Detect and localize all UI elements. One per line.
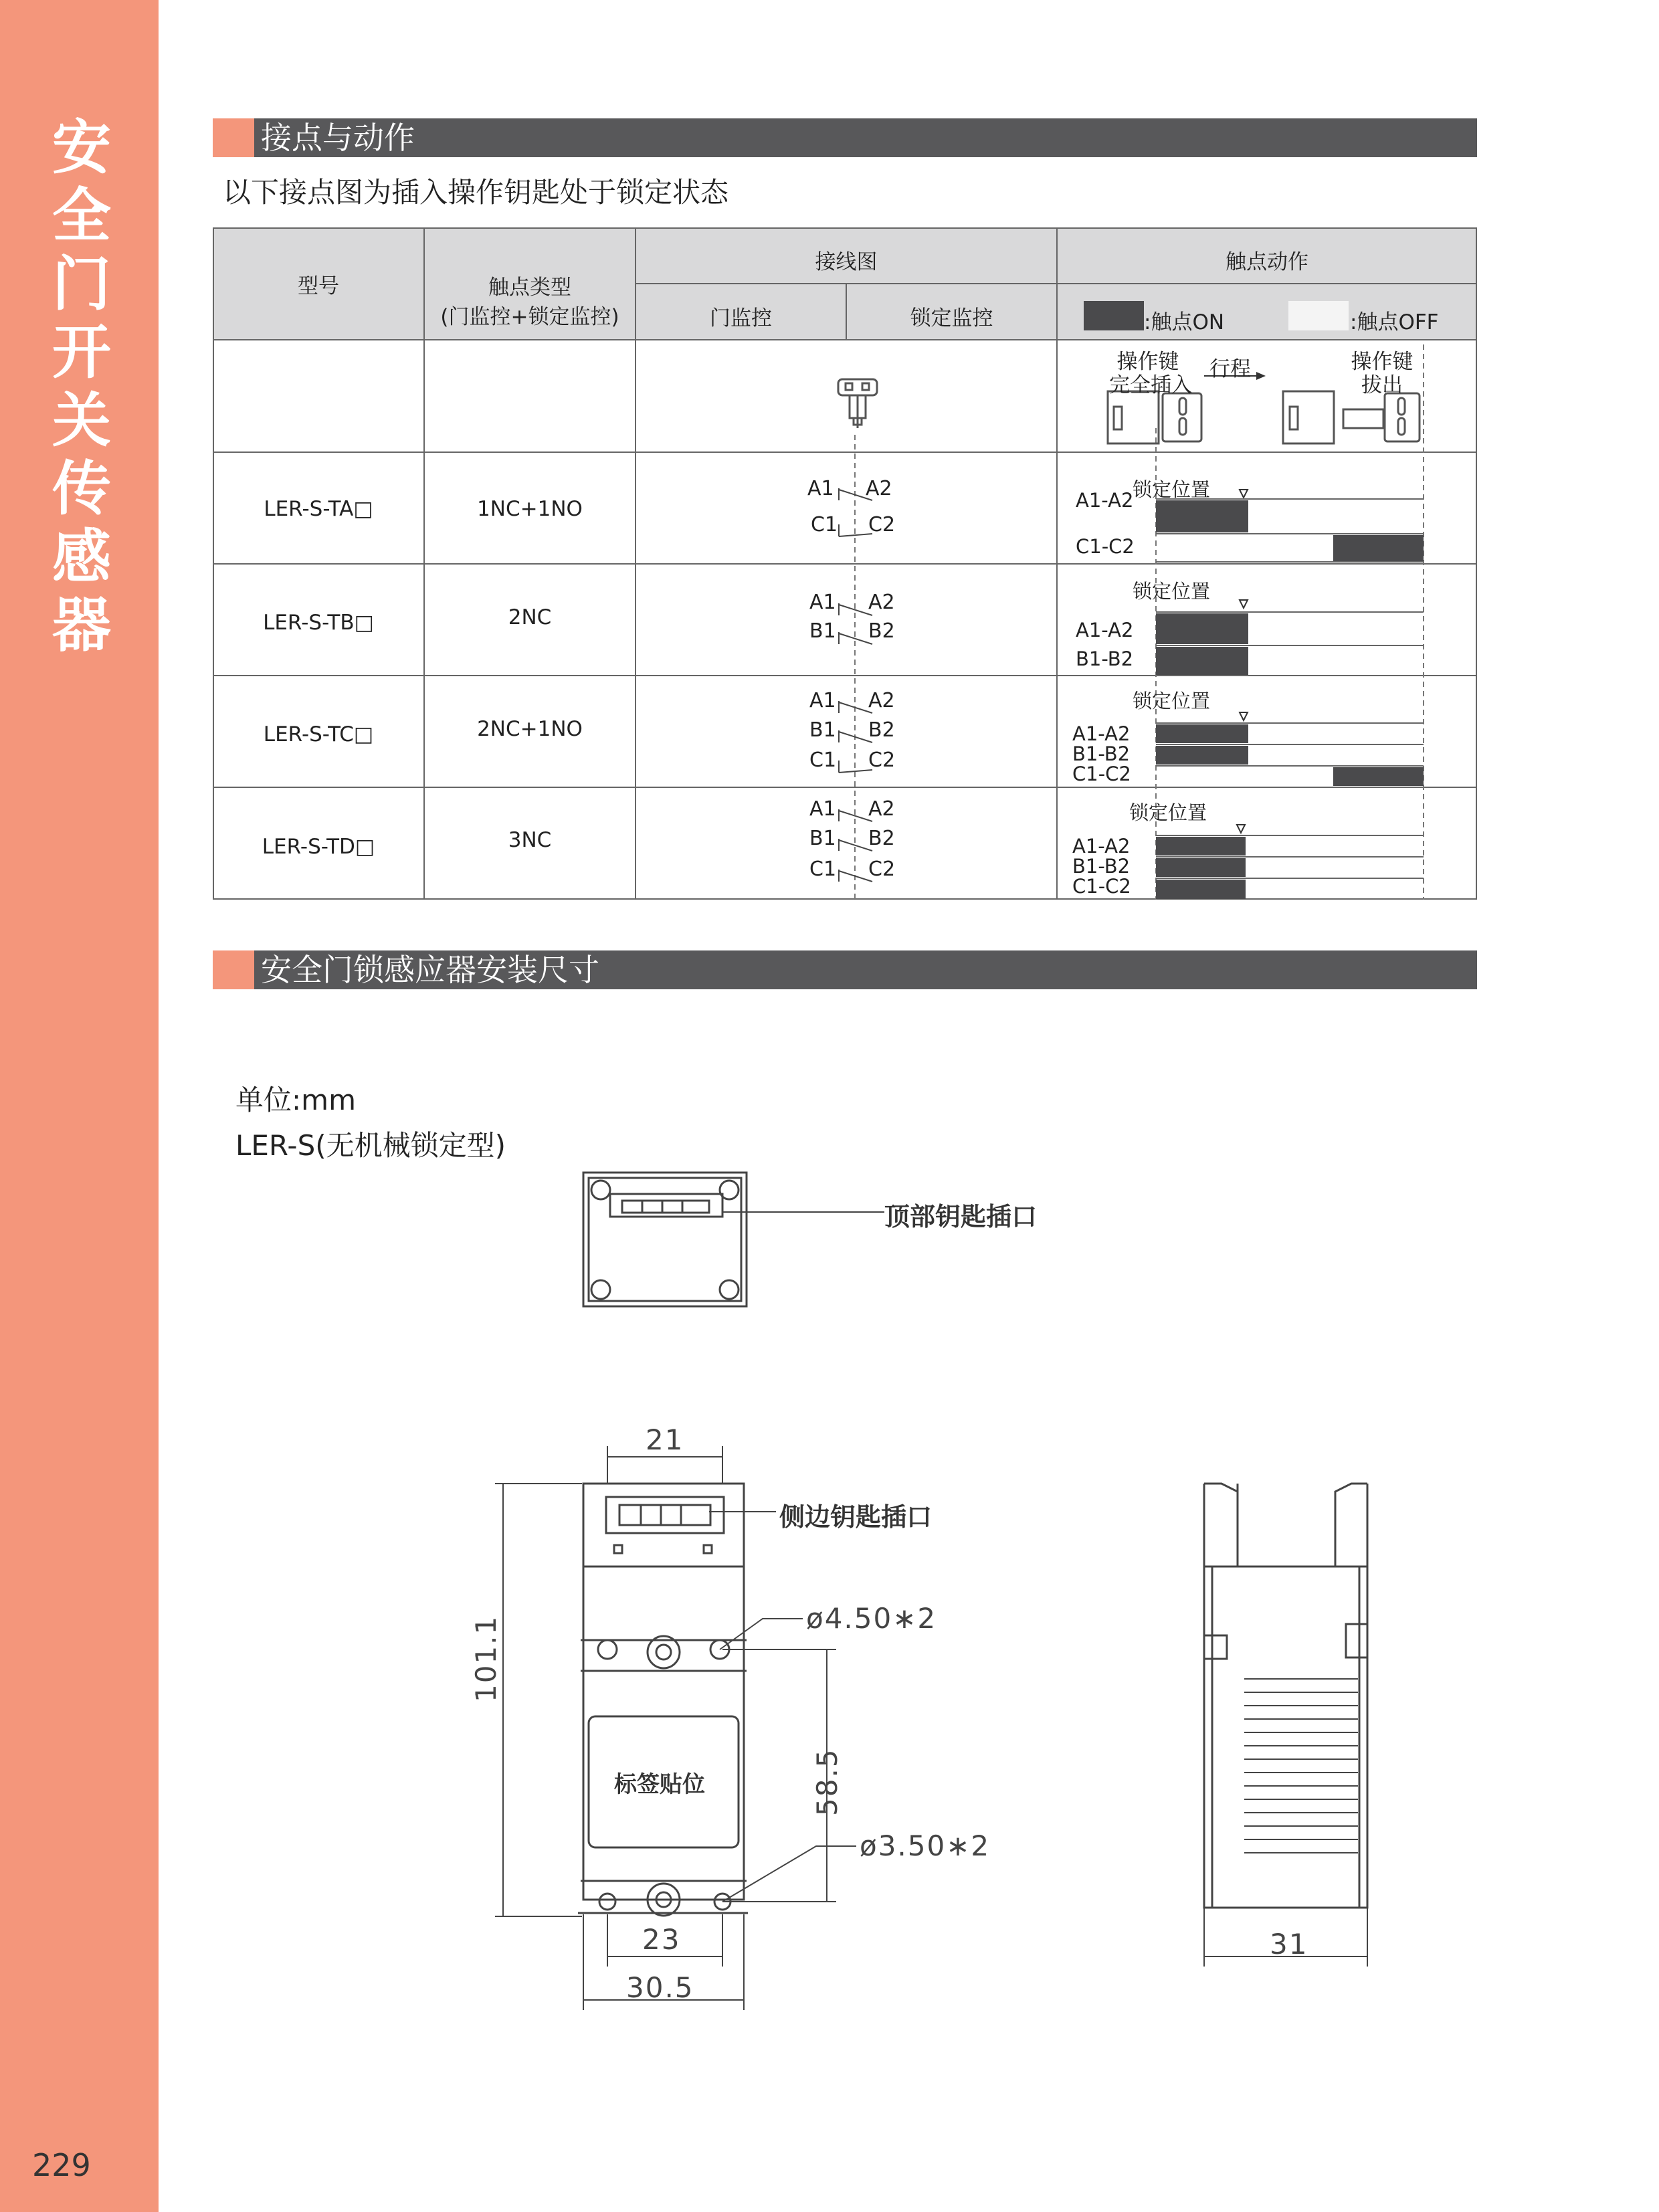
model-note: LER-S(无机械锁定型) bbox=[235, 1129, 506, 1162]
wire-terminal: A1 bbox=[807, 477, 834, 500]
wire-terminal: C1 bbox=[809, 748, 837, 772]
wire-terminal: A1 bbox=[809, 689, 836, 712]
row-type: 1NC+1NO bbox=[477, 497, 583, 521]
lock-position-label: 锁定位置 bbox=[1133, 690, 1211, 712]
dim-width-holes: 23 bbox=[642, 1923, 681, 1956]
section-header-contacts bbox=[213, 118, 1477, 157]
hole-large-label: ø4.50∗2 bbox=[806, 1602, 937, 1635]
row-type: 2NC+1NO bbox=[477, 717, 583, 741]
wire-terminal: B1 bbox=[809, 827, 836, 850]
legend-off-label: :触点OFF bbox=[1350, 310, 1439, 334]
header-action: 触点动作 bbox=[1226, 250, 1308, 274]
wire-terminal: A1 bbox=[809, 591, 836, 614]
wire-terminal: C2 bbox=[868, 858, 896, 881]
wire-terminal: A2 bbox=[868, 689, 895, 712]
wire-terminal: A1 bbox=[809, 797, 836, 821]
dim-width-top: 21 bbox=[646, 1423, 684, 1456]
row-type: 2NC bbox=[508, 605, 552, 629]
action-pair-label: C1-C2 bbox=[1072, 875, 1131, 898]
row-type: 3NC bbox=[508, 828, 552, 852]
header-wiring: 接线图 bbox=[815, 250, 878, 274]
header-door-monitor: 门监控 bbox=[710, 306, 772, 330]
dim-depth: 31 bbox=[1270, 1928, 1308, 1960]
header-model: 型号 bbox=[298, 274, 339, 298]
legend-on-label: :触点ON bbox=[1144, 310, 1225, 334]
wire-terminal: C2 bbox=[868, 748, 896, 772]
header-lock-monitor: 锁定监控 bbox=[910, 306, 993, 330]
sidebar bbox=[0, 0, 159, 2212]
top-key-slot-label: 顶部钥匙插口 bbox=[884, 1201, 1038, 1231]
action-pair-label: A1-A2 bbox=[1072, 722, 1131, 745]
stroke-label: 行程 bbox=[1209, 357, 1251, 381]
section-accent bbox=[213, 950, 254, 989]
wire-terminal: A2 bbox=[868, 591, 895, 614]
key-removed-line2: 拔出 bbox=[1361, 373, 1403, 397]
action-pair-label: B1-B2 bbox=[1072, 742, 1131, 765]
section-accent bbox=[213, 118, 254, 157]
action-pair-label: A1-A2 bbox=[1072, 835, 1131, 858]
header-contact-type: 触点类型 bbox=[488, 276, 571, 300]
section-title: 接点与动作 bbox=[261, 120, 415, 156]
action-pair-label: A1-A2 bbox=[1076, 489, 1134, 512]
wire-terminal: A2 bbox=[866, 477, 892, 500]
action-pair-label: B1-B2 bbox=[1072, 855, 1131, 878]
wire-terminal: C2 bbox=[868, 513, 896, 536]
page-number: 229 bbox=[32, 2147, 91, 2183]
row-model: LER-S-TD□ bbox=[262, 835, 375, 859]
section-title: 安全门锁感应器安装尺寸 bbox=[261, 952, 599, 988]
key-removed-line1: 操作键 bbox=[1351, 350, 1413, 374]
lock-position-label: 锁定位置 bbox=[1133, 580, 1211, 603]
dim-hole-spacing: 58.5 bbox=[811, 1748, 844, 1816]
section-header-dimensions bbox=[213, 950, 1477, 989]
unit-note: 单位:mm bbox=[235, 1084, 356, 1116]
section-subtitle: 以下接点图为插入操作钥匙处于锁定状态 bbox=[223, 176, 729, 209]
dim-height-total: 101.1 bbox=[470, 1615, 502, 1702]
action-pair-label: B1-B2 bbox=[1076, 647, 1134, 670]
hole-small-label: ø3.50∗2 bbox=[860, 1829, 991, 1862]
wire-terminal: C1 bbox=[809, 858, 837, 881]
dim-width-body: 30.5 bbox=[626, 1971, 694, 2004]
action-pair-label: C1-C2 bbox=[1072, 763, 1131, 785]
key-inserted-line2: 完全插入 bbox=[1109, 373, 1192, 397]
contact-table bbox=[213, 227, 1477, 900]
wire-terminal: B1 bbox=[809, 619, 836, 643]
label-area: 标签贴位 bbox=[614, 1771, 705, 1798]
wire-terminal: B2 bbox=[868, 718, 895, 742]
row-model: LER-S-TB□ bbox=[263, 611, 374, 635]
action-pair-label: C1-C2 bbox=[1076, 535, 1135, 558]
key-inserted-line1: 操作键 bbox=[1116, 350, 1179, 374]
side-key-slot-label: 侧边钥匙插口 bbox=[779, 1502, 933, 1532]
wire-terminal: B2 bbox=[868, 619, 895, 643]
wire-terminal: B2 bbox=[868, 827, 895, 850]
lock-position-label: 锁定位置 bbox=[1129, 801, 1207, 824]
sidebar-title: 安全门开关传感器 bbox=[52, 113, 111, 660]
lock-position-label: 锁定位置 bbox=[1133, 478, 1211, 501]
row-model: LER-S-TA□ bbox=[264, 497, 373, 521]
wire-terminal: B1 bbox=[809, 718, 836, 742]
wire-terminal: C1 bbox=[811, 513, 838, 536]
action-pair-label: A1-A2 bbox=[1076, 619, 1134, 641]
wire-terminal: A2 bbox=[868, 797, 895, 821]
row-model: LER-S-TC□ bbox=[263, 722, 374, 746]
header-contact-type-sub: (门监控+锁定监控) bbox=[440, 305, 619, 329]
